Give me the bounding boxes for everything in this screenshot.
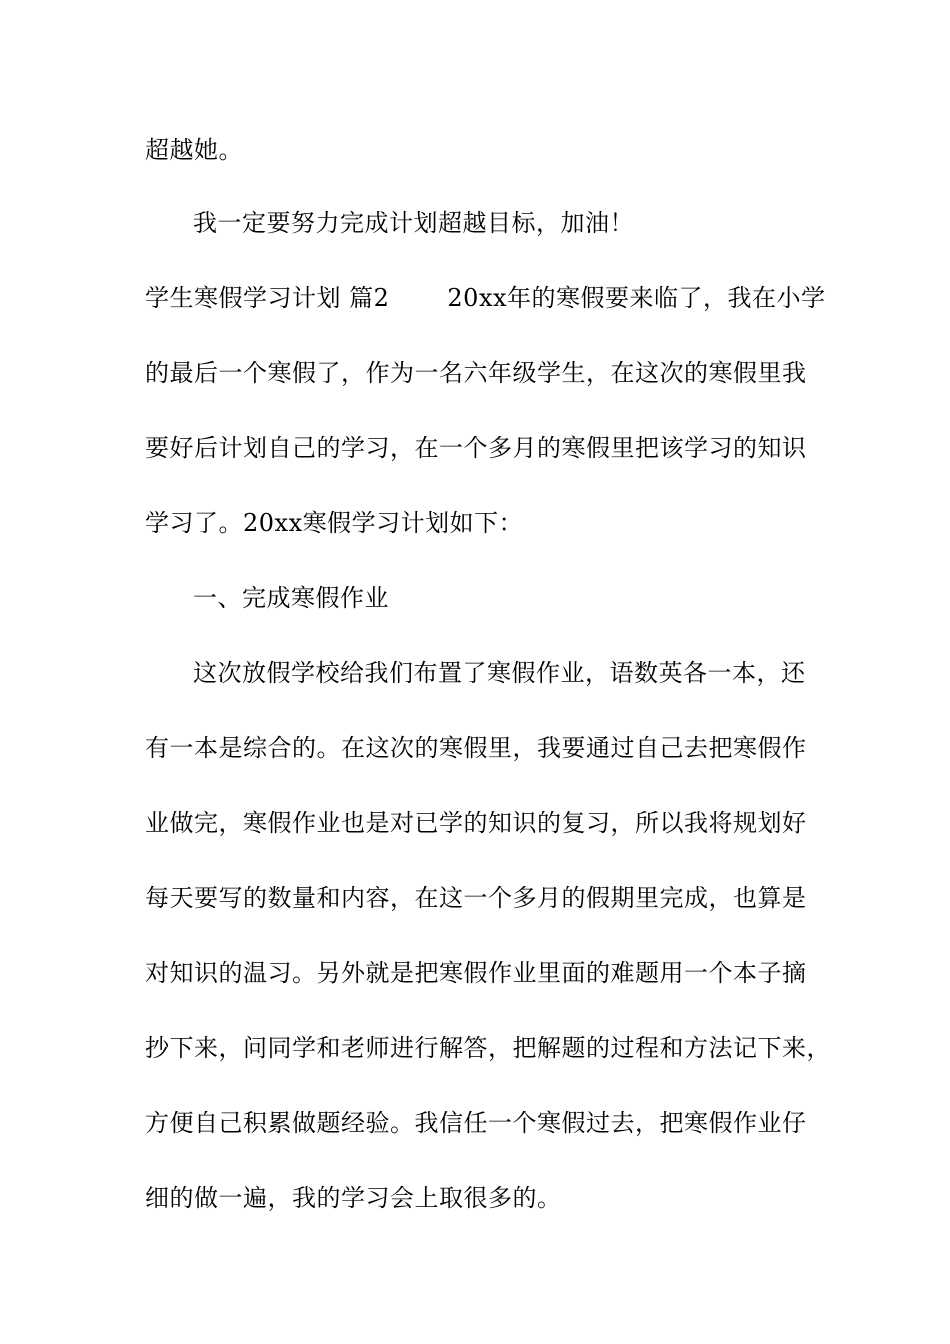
paragraph-line: 每天要写的数量和内容，在这一个多月的假期里完成，也算是: [145, 884, 807, 912]
paragraph-text: 20xx年的寒假要来临了，我在小学: [447, 284, 826, 312]
paragraph-line: 方便自己积累做题经验。我信任一个寒假过去，把寒假作业仔: [145, 1109, 807, 1137]
paragraph-line: 这次放假学校给我们布置了寒假作业，语数英各一本，还: [193, 659, 806, 687]
section-heading: 学生寒假学习计划 篇2: [145, 284, 390, 312]
section-heading-line: [145, 283, 826, 313]
subheading-line: 一、完成寒假作业: [193, 584, 389, 612]
paragraph-line: 有一本是综合的。在这次的寒假里，我要通过自己去把寒假作: [145, 734, 807, 762]
paragraph-line: 我一定要努力完成计划超越目标，加油！: [193, 209, 634, 237]
paragraph-line: 要好后计划自己的学习，在一个多月的寒假里把该学习的知识: [145, 434, 807, 462]
paragraph-line: 对知识的温习。另外就是把寒假作业里面的难题用一个本子摘: [145, 959, 807, 987]
paragraph-line: 的最后一个寒假了，作为一名六年级学生，在这次的寒假里我: [145, 359, 807, 387]
paragraph-line: 细的做一遍，我的学习会上取很多的。: [145, 1184, 562, 1212]
paragraph-line: 学习了。20xx寒假学习计划如下：: [145, 509, 524, 537]
paragraph-line: 业做完，寒假作业也是对已学的知识的复习，所以我将规划好: [145, 809, 807, 837]
paragraph-line: 抄下来，问同学和老师进行解答，把解题的过程和方法记下来，: [145, 1034, 831, 1062]
paragraph-line: 超越她。: [145, 136, 243, 164]
